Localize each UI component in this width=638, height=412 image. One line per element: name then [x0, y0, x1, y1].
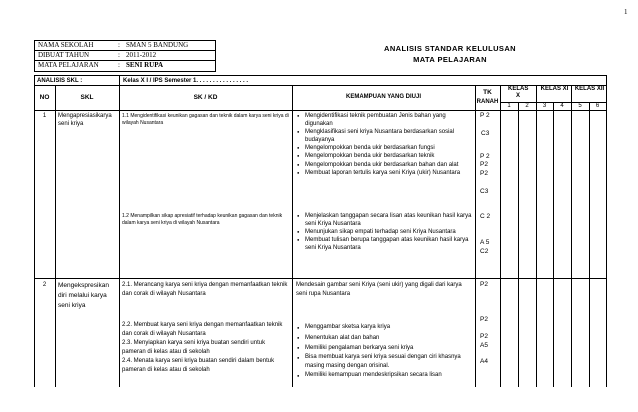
ranah-value: P 2	[480, 153, 490, 160]
table-divider	[518, 102, 519, 387]
list-item: ● Membuat tulisan berupa tanggapan atas keunikan hasil karya seni Kriya Nusantara	[296, 236, 472, 252]
header-sub-2: 2	[525, 103, 529, 109]
ranah-value: C2	[480, 248, 489, 255]
table-divider	[55, 85, 56, 387]
analysis-value: Kelas X I / IPS Semester 1. . . . . . . . . . . . . . . .	[123, 78, 249, 84]
list-item: ● Memiliki kemampuan mendeskripsikan secara lisan	[296, 371, 472, 380]
info-label: DIBUAT TAHUN	[38, 51, 90, 59]
table-divider	[536, 85, 537, 387]
document-subtitle: MATA PELAJARAN	[413, 55, 487, 64]
ranah-value: P 2	[480, 112, 490, 119]
ranah-value: A4	[480, 358, 488, 365]
list-item: ● Mengelompokkan benda ukir berdasarkan teknik	[296, 152, 472, 160]
table-divider	[475, 85, 476, 387]
info-row-year	[35, 51, 215, 61]
list-item: ● Mengklasifikasi seni kriya Nusantara berdasarkan sosial budayanya	[296, 128, 472, 144]
header-skl: SKL	[80, 94, 94, 101]
info-label: NAMA SEKOLAH	[38, 41, 94, 49]
kd-item: 1.2 Menampilkan sikap apresiatif terhadap keunikan gagasan dan teknik dalam karya seni kriya di wilayah Nusantara	[122, 213, 283, 226]
table-border-left	[34, 75, 35, 387]
table-divider	[292, 85, 293, 387]
header-kelas-x: KELAS X	[508, 86, 529, 99]
kd-item: 2.1. Merancang karya seni kriya dengan memanfaatkan teknik dan corak di wilayah Nusantara	[122, 282, 288, 297]
info-row-school	[35, 41, 215, 51]
analysis-label: ANALISIS SKL :	[37, 78, 83, 84]
row-number: 1	[42, 113, 47, 119]
list-item: ● Bisa membuat karya seni kriya sesuai dengan ciri khasnya masing masing dengan orisinal.	[296, 353, 472, 371]
info-colon: :	[118, 61, 120, 69]
kemampuan-list	[296, 212, 472, 252]
header-kelas-xii: KELAS XII	[574, 86, 605, 92]
info-label: MATA PELAJARAN	[38, 61, 99, 69]
header-sk-kd: SK / KD	[193, 94, 218, 101]
list-item: ● Mengelompokkan benda ukir berdasarkan fungsi	[296, 144, 472, 152]
table-divider	[553, 102, 554, 387]
row-number: 2	[42, 282, 47, 288]
table-divider	[571, 85, 572, 387]
info-colon: :	[118, 41, 120, 49]
info-value: SMAN 5 BANDUNG	[126, 41, 189, 49]
ranah-value: P2	[480, 170, 488, 177]
header-sub-6: 6	[595, 103, 600, 109]
document-title: ANALISIS STANDAR KELULUSAN	[384, 44, 516, 53]
kd-item: 2.3. Menyiapkan karya seni kriya buatan sendiri untuk pameran di kelas atau di sekolah	[122, 340, 266, 355]
info-colon: :	[118, 51, 120, 59]
kd-item: 2.4. Menata karya seni kriya buatan sendiri dalam bentuk pameran di kelas atau di sekolah	[122, 358, 275, 373]
header-kelas-xi: KELAS XI	[540, 86, 569, 92]
header-sub-5: 5	[578, 103, 582, 109]
list-item: ● Mengidentifikasi teknik pembuatan Jenis bahan yang digunakan	[296, 112, 472, 128]
header-sub-1: 1	[507, 103, 511, 109]
list-item: ● Menjelaskan tanggapan secara lisan atas keunikan hasil karya seni Kriya Nusantara	[296, 212, 472, 228]
ranah-value: P2	[480, 333, 488, 340]
kd-item: 2.2. Membuat karya seni kriya dengan memanfaatkan teknik dan corak di wilayah Nusantara	[122, 322, 283, 337]
info-value: 2011-2012	[126, 51, 157, 59]
kemampuan-list	[296, 322, 472, 380]
list-item: ● Menentukan alat dan bahan	[296, 333, 472, 343]
skl-text: Mengapresiasikarya seni kriya	[58, 113, 112, 127]
ranah-value: C3	[481, 130, 490, 137]
info-row-subject	[35, 61, 215, 71]
list-item: ● Membuat laporan tertulis karya seni Kriya (ukir) Nusantara	[296, 169, 472, 177]
kemampuan-intro: Mendesain gambar seni Kriya (seni ukir) yang digali dari karya seni rupa Nusantara	[296, 282, 462, 297]
table-border-right	[606, 75, 607, 387]
list-item: ● Menggambar sketsa karya kriya	[296, 322, 472, 333]
kd-item: 1.1 Mengidentifikasi keunikan gagasan dan teknik dalam karya seni kriya di wilayah Nusantara	[122, 113, 289, 126]
header-tk: TK	[483, 89, 492, 96]
header-kemampuan: KEMAMPUAN YANG DIUJI	[345, 94, 421, 100]
header-ranah: RANAH	[476, 99, 499, 105]
ranah-value: C3	[480, 188, 489, 195]
header-sub-4: 4	[560, 103, 564, 109]
info-value: SENI RUPA	[126, 61, 164, 69]
ranah-value: P2	[480, 281, 488, 288]
ranah-value: A 5	[480, 239, 490, 246]
page-number: 1	[624, 8, 628, 16]
table-divider	[500, 85, 501, 387]
ranah-value: C 2	[480, 213, 491, 220]
header-sub-3: 3	[542, 103, 547, 109]
header-no: NO	[39, 94, 50, 101]
list-item: ● Menunjukan sikap empati terhadap seni Kriya Nusantara	[296, 228, 472, 236]
table-divider	[119, 75, 120, 387]
table-divider	[589, 102, 590, 387]
document-info-box	[34, 40, 216, 72]
skl-text: Mengekspresikan diri melalui karya seni kriya	[58, 282, 109, 309]
kemampuan-list	[296, 112, 472, 177]
list-item: ● Memiliki pengalaman berkarya seni kriya	[296, 343, 472, 353]
ranah-value: P2	[480, 316, 488, 323]
ranah-value: P2	[480, 161, 488, 168]
ranah-value: A5	[480, 342, 488, 349]
list-item: ● Mengelompokkan benda ukir berdasarkan bahan dan alat	[296, 161, 472, 169]
